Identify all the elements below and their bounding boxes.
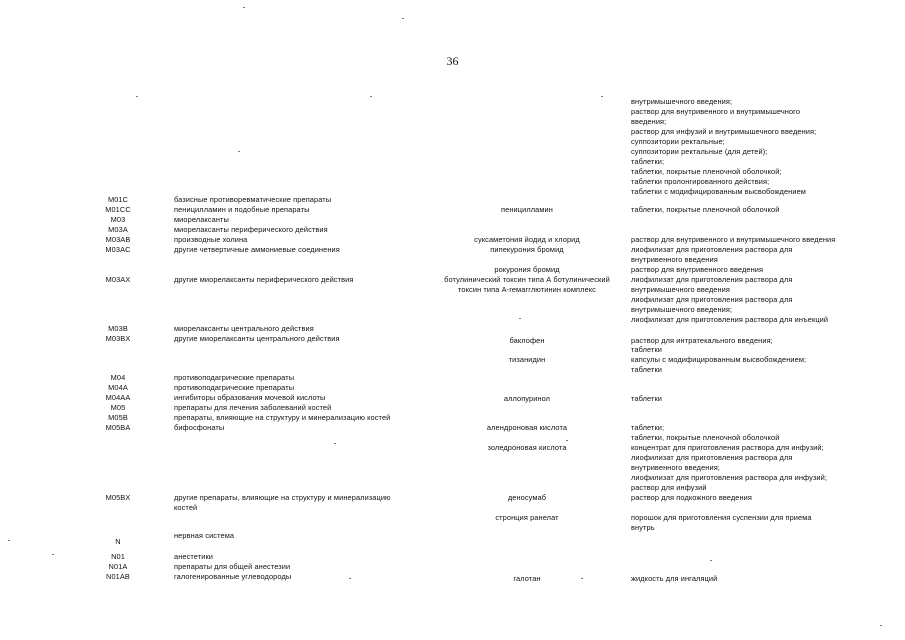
dosage-form: раствор для интратекального введения; — [631, 336, 773, 345]
drug-name: ботулинический токсин типа А ботулинический — [444, 275, 610, 284]
atc-group: анестетики — [174, 552, 214, 561]
dosage-form: внутривенного введения — [631, 255, 718, 264]
atc-code: N01 — [111, 552, 125, 561]
dosage-form: лиофилизат для приготовления раствора для — [631, 295, 793, 304]
atc-code: N01AB — [106, 572, 130, 581]
atc-group: другие четвертичные аммониевые соединения — [174, 245, 340, 254]
continuation-line: таблетки с модифицированным высвобождением — [631, 187, 806, 196]
atc-code: M05BA — [105, 423, 131, 432]
atc-code: N01A — [108, 562, 128, 571]
drug-name: баклофен — [509, 336, 545, 345]
continuation-line: раствор для инфузий и внутримышечного введения; — [631, 127, 817, 136]
atc-code: M04 — [110, 373, 126, 382]
continuation-line: суппозитории ректальные; — [631, 137, 725, 146]
atc-code: M03AC — [105, 245, 131, 254]
atc-group: препараты для общей анестезии — [174, 562, 291, 571]
drug-name: тизанидин — [508, 355, 546, 364]
dosage-form: жидкость для ингаляций — [631, 574, 718, 583]
continuation-line: суппозитории ректальные (для детей); — [631, 147, 768, 156]
atc-code: M05B — [108, 413, 128, 422]
atc-group: ингибиторы образования мочевой кислоты — [174, 393, 326, 402]
drug-name: токсин типа А-гемагглютинин комплекс — [458, 285, 596, 294]
atc-code: M05BX — [105, 493, 131, 502]
drug-name: деносумаб — [507, 493, 547, 502]
page-number: 36 — [446, 54, 459, 68]
drug-name: суксаметония йодид и хлорид — [474, 235, 580, 244]
scan-speck — [710, 560, 712, 561]
scan-speck — [52, 554, 54, 555]
dosage-form: таблетки — [631, 345, 663, 354]
dosage-form: лиофилизат для приготовления раствора для — [631, 453, 793, 462]
atc-group: пеницилламин и подобные препараты — [174, 205, 310, 214]
continuation-line: таблетки, покрытые пленочной оболочкой; — [631, 167, 782, 176]
atc-code: M04A — [108, 383, 128, 392]
atc-code: M03 — [110, 215, 126, 224]
atc-code: M03B — [108, 324, 128, 333]
atc-code: M03AX — [105, 275, 131, 284]
dosage-form: раствор для подкожного введения — [631, 493, 752, 502]
drug-name: золедроновая кислота — [487, 443, 567, 452]
drug-name: стронция ранелат — [495, 513, 559, 522]
dosage-form: концентрат для приготовления раствора для инфузий; — [631, 443, 824, 452]
drug-name: аллопуринол — [503, 394, 551, 403]
continuation-line: раствор для внутривенного и внутримышечного — [631, 107, 801, 116]
drug-name: пипекурония бромид — [490, 245, 564, 254]
continuation-line: введения; — [631, 117, 667, 126]
drug-name: алендроновая кислота — [486, 423, 568, 432]
dosage-form: таблетки, покрытые пленочной оболочкой — [631, 205, 780, 214]
atc-group: противоподагрические препараты — [174, 373, 295, 382]
drug-name: пеницилламин — [501, 205, 553, 214]
continuation-line: таблетки; — [631, 157, 665, 166]
atc-code: M05 — [110, 403, 126, 412]
dosage-form: лиофилизат для приготовления раствора для — [631, 275, 793, 284]
atc-code: M04AA — [105, 393, 131, 402]
dosage-form: лиофилизат для приготовления раствора для — [631, 245, 793, 254]
scan-speck — [581, 578, 583, 579]
dosage-form: внутримышечного введения; — [631, 305, 733, 314]
dosage-form: капсулы с модифицированным высвобождением; — [631, 355, 807, 364]
dosage-form: таблетки — [631, 394, 663, 403]
atc-group: производные холина — [174, 235, 248, 244]
scan-speck — [519, 318, 521, 319]
dosage-form: раствор для инфузий — [631, 483, 707, 492]
continuation-line: таблетки пролонгированного действия; — [631, 177, 770, 186]
drug-name: галотан — [513, 574, 541, 583]
atc-group: костей — [174, 503, 198, 512]
atc-group: базисные противоревматические препараты — [174, 195, 332, 204]
dosage-form: таблетки — [631, 365, 663, 374]
scan-speck — [8, 540, 10, 541]
scan-speck — [601, 96, 603, 97]
scan-speck — [238, 151, 240, 152]
scan-speck — [566, 440, 568, 441]
atc-group: препараты, влияющие на структуру и минерализацию костей — [174, 413, 391, 422]
dosage-form: раствор для внутривенного и внутримышечного введения — [631, 235, 836, 244]
dosage-form: лиофилизат для приготовления раствора для инфузий; — [631, 473, 828, 482]
atc-group: другие миорелаксанты центрального действия — [174, 334, 340, 343]
scan-speck — [880, 625, 882, 626]
atc-group: другие миорелаксанты периферического действия — [174, 275, 354, 284]
atc-group: противоподагрические препараты — [174, 383, 295, 392]
dosage-form: порошок для приготовления суспензии для приема — [631, 513, 812, 522]
scan-speck — [402, 18, 404, 19]
atc-group: миорелаксанты — [174, 215, 229, 224]
continuation-line: внутримышечного введения; — [631, 97, 733, 106]
atc-code: N — [115, 537, 121, 546]
atc-group: галогенированные углеводороды — [174, 572, 292, 581]
scan-speck — [349, 578, 351, 579]
dosage-form: таблетки; — [631, 423, 665, 432]
atc-code: M03A — [108, 225, 128, 234]
atc-code: M03BX — [105, 334, 131, 343]
atc-code: M03AB — [105, 235, 131, 244]
atc-code: M01CC — [105, 205, 131, 214]
dosage-form: внутрь — [631, 523, 655, 532]
drug-name: рокурония бромид — [494, 265, 560, 274]
dosage-form: таблетки, покрытые пленочной оболочкой — [631, 433, 780, 442]
atc-code: M01C — [107, 195, 129, 204]
scan-speck — [243, 7, 245, 8]
scan-speck — [334, 443, 336, 444]
atc-group: миорелаксанты периферического действия — [174, 225, 328, 234]
dosage-form: внутривенного введения; — [631, 463, 720, 472]
atc-group: миорелаксанты центрального действия — [174, 324, 314, 333]
scan-speck — [370, 96, 372, 97]
dosage-form: лиофилизат для приготовления раствора для инъекций — [631, 315, 829, 324]
scan-speck — [136, 96, 138, 97]
atc-group: бифосфонаты — [174, 423, 225, 432]
dosage-form: внутримышечного введения — [631, 285, 731, 294]
atc-group: другие препараты, влияющие на структуру и минерализацию — [174, 493, 391, 502]
atc-group: препараты для лечения заболеваний костей — [174, 403, 332, 412]
dosage-form: раствор для внутривенного введения — [631, 265, 764, 274]
atc-group: нервная система — [174, 531, 235, 540]
